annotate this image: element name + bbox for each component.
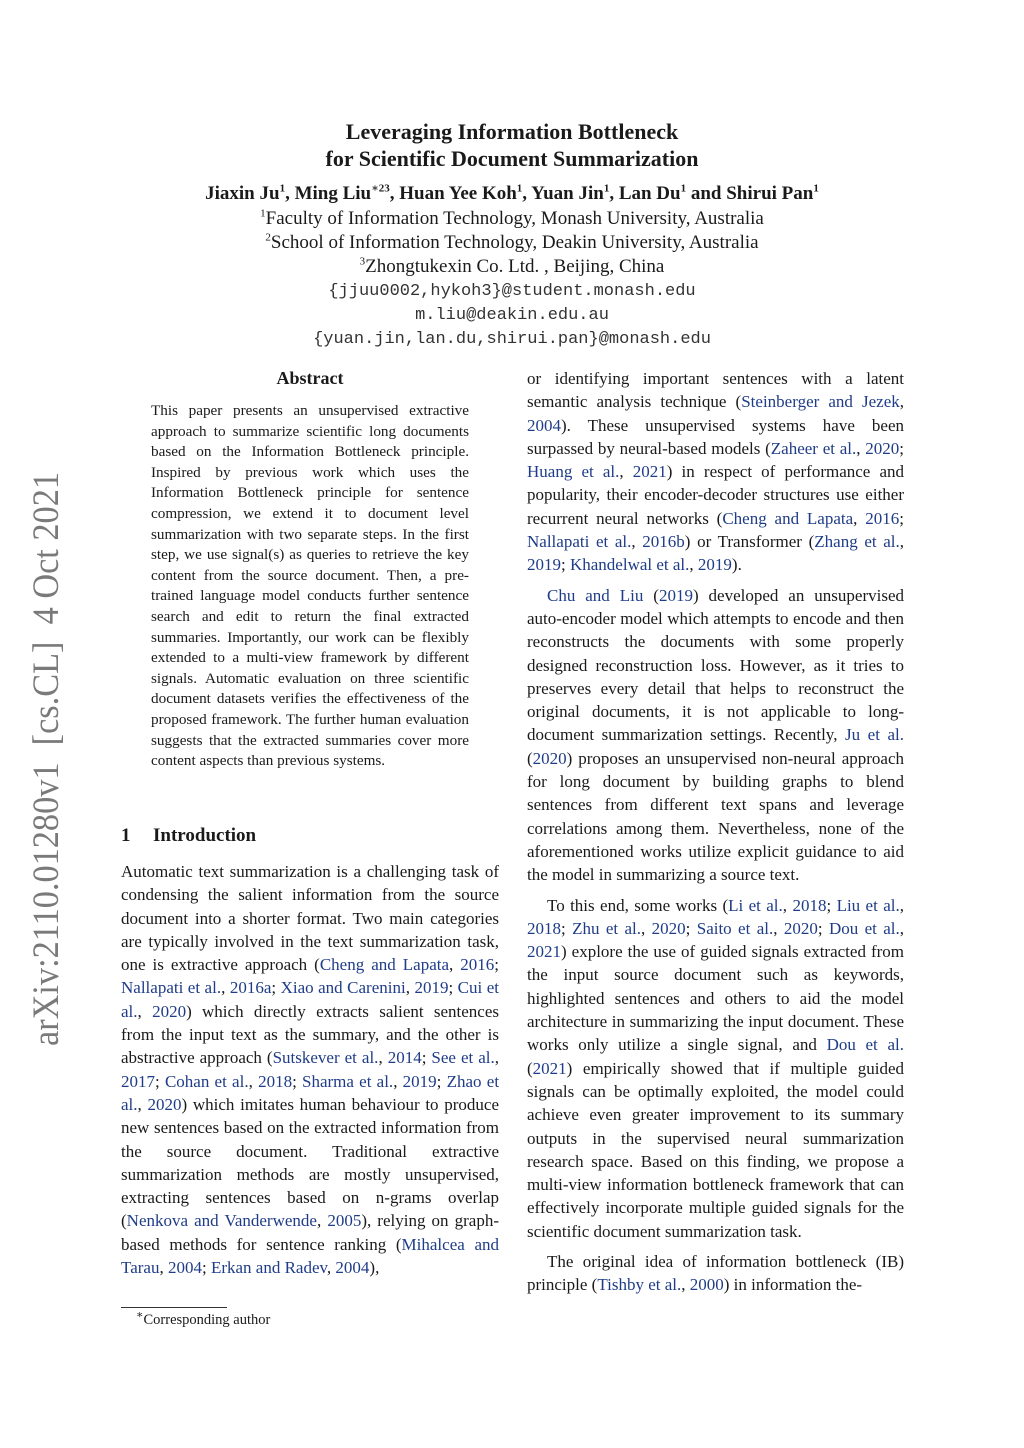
citation-link[interactable]: 2000 (689, 1275, 724, 1295)
body-text: ) or Transformer ( (684, 532, 815, 552)
body-text: ; (155, 1071, 165, 1091)
body-text: , (853, 508, 866, 528)
paragraph (527, 894, 904, 1243)
body-text: , (449, 955, 461, 975)
paragraph (527, 367, 904, 577)
body-text: , (631, 532, 643, 552)
body-text: , (405, 978, 415, 998)
body-text: , (899, 532, 905, 552)
author-sup: 1 (603, 182, 610, 195)
citation-link[interactable]: 2004 (335, 1258, 370, 1278)
body-text: , (782, 895, 793, 915)
citation-link[interactable]: Dou et al. (828, 918, 900, 938)
body-text: ) in respect of performance and popularity, their encoder-decoder structures use either recurrent neural networks ( (527, 462, 905, 528)
body-text: , (221, 978, 230, 998)
body-text: , (159, 1258, 168, 1278)
body-text: ; (899, 438, 905, 458)
body-text: ; (436, 1071, 447, 1091)
body-text: ; (561, 918, 573, 938)
author-sup: 1 (279, 182, 286, 195)
citation-link[interactable]: Liu et al. (836, 895, 900, 915)
body-text: ) explore the use of guided signals extracted from the input source document such as keywords, highlighted sentences and others to aid the model architecture in summarizing the input document. These works only utilize a single signal, and (527, 942, 904, 1055)
author-name: Huan Yee Koh (399, 183, 517, 204)
citation-link[interactable]: Sutskever et al. (272, 1048, 379, 1068)
affiliation-text: Faculty of Information Technology, Monash University, Australia (265, 208, 764, 229)
author-name: Yuan Jin (531, 183, 604, 204)
citation-link[interactable]: Zhang et al. (814, 532, 900, 552)
paragraph (527, 584, 904, 887)
body-text: To this end, some works ( (547, 895, 729, 915)
citation-link[interactable]: 2016 (460, 955, 495, 975)
citation-link[interactable]: 2020 (532, 748, 567, 768)
citation-link[interactable]: See et al. (431, 1048, 495, 1068)
body-text: , (326, 1258, 336, 1278)
affiliation-1 (0, 207, 1024, 231)
citation-link[interactable]: 2005 (327, 1211, 362, 1231)
citation-link[interactable]: Zhu et al. (572, 918, 642, 938)
body-text: ; (292, 1071, 303, 1091)
author-name: Shirui Pan (726, 183, 814, 204)
citation-link[interactable]: 2018 (527, 918, 561, 938)
paragraph (121, 860, 499, 1279)
citation-link[interactable]: Erkan and Radev (210, 1258, 327, 1278)
section-heading (121, 825, 256, 847)
body-text: ; (201, 1258, 211, 1278)
author-name: Ming Liu (294, 183, 372, 204)
citation-link[interactable]: 2021 (527, 942, 561, 962)
author-name: Jiaxin Ju (205, 183, 280, 204)
arxiv-identifier (14, 470, 74, 1050)
citation-link[interactable]: Ju et al. (845, 725, 904, 745)
affiliation-text: School of Information Technology, Deakin University, Australia (270, 232, 759, 253)
citation-link[interactable]: 2019 (658, 585, 693, 605)
email-line-3: {yuan.jin,lan.du,shirui.pan}@monash.edu (313, 330, 711, 349)
body-text: The original idea of information bottleneck (IB) principle ( (527, 1251, 904, 1295)
paragraph (527, 1250, 904, 1297)
section-number: 1 (121, 825, 131, 846)
citation-link[interactable]: 2019 (527, 555, 561, 575)
body-text: , (494, 1048, 500, 1068)
abstract-body: This paper presents an unsupervised extractive approach to summarize scientific long documents based on the Information Bottleneck principle. Inspired by previous work which uses the Information Bottleneck principle for sentence compression, we extend it to document level summarization with two separate steps. In the first step, we use signal(s) as queries to retrieve the key content from the source document. Then, a pre-trained language model conducts further sentence search and edit to return the final extracted summaries. Importantly, our work can be flexibly extended to a multi-view framework by different signals. Automatic evaluation on three scientific document datasets verifies the effectiveness of the proposed framework. The further human evaluation suggests that the extracted summaries cover more content aspects than previous systems. (151, 402, 469, 770)
citation-link[interactable]: 2021 (632, 462, 667, 482)
affiliation-text: Zhongtukexin Co. Ltd. , Beijing, China (365, 256, 665, 277)
body-text: ) empirically showed that if multiple guided signals can be optimally exploited, the model could achieve even greater improvement to its summary outputs in the supervised neural summarization research space. Based on this finding, we propose a multi-view information bottleneck framework that can effectively incorporate multiple guided signals for the scientific document summarization task. (527, 1058, 904, 1241)
citation-link[interactable]: Zhao et al. (121, 1071, 500, 1114)
body-text: ). These unsupervised systems have been surpassed by neural-based models ( (527, 415, 904, 458)
author-sup: 1 (516, 182, 523, 195)
body-text: , (899, 918, 904, 938)
body-text: Automatic text summarization is a challenging task of condensing the salient information from the source document into a shorter format. Two main categories are typically involved in the text summarization task, one is extractive approach ( (121, 862, 499, 975)
body-text: ; (448, 978, 458, 998)
body-text: , (773, 918, 784, 938)
citation-link[interactable]: Dou et al. (826, 1035, 904, 1055)
citation-link[interactable]: Xiao and Carenini (280, 978, 406, 998)
body-text: ( (643, 585, 659, 605)
citation-link[interactable]: Nallapati et al. (121, 978, 222, 998)
footnote-text: Corresponding author (143, 1312, 271, 1328)
citation-link[interactable]: 2019 (697, 555, 732, 575)
citation-link[interactable]: 2020 (865, 438, 900, 458)
title-line-2: for Scientific Document Summarization (325, 146, 699, 171)
footnote-rule (121, 1307, 227, 1308)
citation-link[interactable]: Saito et al. (696, 918, 774, 938)
right-column (527, 367, 904, 1297)
citation-link[interactable]: 2018 (792, 895, 827, 915)
citation-link[interactable]: 2016 (865, 508, 900, 528)
body-text: ( (527, 748, 533, 768)
email-line-2: m.liu@deakin.edu.au (415, 306, 609, 325)
body-text: ), relying on graph-based methods for sentence ranking ( (121, 1211, 500, 1254)
citation-link[interactable]: 2017 (121, 1071, 155, 1091)
citation-link[interactable]: Steinberger and Jezek (741, 392, 900, 412)
citation-link[interactable]: 2019 (402, 1071, 437, 1091)
citation-link[interactable]: Khandelwal et al. (569, 555, 690, 575)
citation-link[interactable]: 2020 (147, 1094, 182, 1114)
body-text: , (619, 462, 633, 482)
body-text: ; (817, 918, 829, 938)
title-line-1: Leveraging Information Bottleneck (345, 119, 679, 144)
citation-link[interactable]: 2021 (532, 1058, 567, 1078)
author-sup: 1 (680, 182, 687, 195)
citation-link[interactable]: 2004 (167, 1258, 202, 1278)
arxiv-id-text: arXiv:2110.01280v1 [cs.CL] 4 Oct 2021 (26, 470, 67, 1046)
body-text: ; (826, 895, 837, 915)
citation-link[interactable]: 2019 (414, 978, 449, 998)
affiliation-2 (0, 231, 1024, 255)
body-text: ; (421, 1048, 432, 1068)
citation-link[interactable]: Cheng and Lapata (722, 508, 854, 528)
citation-link[interactable]: Cohan et al. (164, 1071, 249, 1091)
citation-link[interactable]: Nallapati et al. (527, 532, 632, 552)
body-text: ; (899, 508, 904, 528)
body-text: ; (271, 978, 281, 998)
body-text: or identifying important sentences with a latent semantic analysis technique ( (527, 369, 904, 412)
affiliation-3 (0, 255, 1024, 279)
body-text: ; (494, 955, 499, 975)
body-text: , (316, 1211, 328, 1231)
citation-link[interactable]: 2014 (387, 1048, 422, 1068)
body-text: , (899, 392, 904, 412)
body-text: , (137, 1094, 148, 1114)
citation-link[interactable]: Li et al. (728, 895, 783, 915)
body-text: , (248, 1071, 259, 1091)
citation-link[interactable]: Nenkova and Vanderwende (126, 1211, 317, 1231)
body-text: , (378, 1048, 388, 1068)
body-text: ) which imitates human behaviour to produce new sentences based on the extracted information from the source document. Traditional extractive summarization methods are mostly unsupervised, extracting sentences based on n-grams overlap ( (121, 1094, 500, 1231)
body-text: ) which directly extracts salient sentences from the input text as the summary, and the other is abstractive approach ( (121, 1001, 500, 1068)
abstract-heading: Abstract (276, 368, 344, 388)
body-text: , (689, 555, 698, 575)
citation-link[interactable]: 2020 (651, 918, 686, 938)
body-text: , (681, 1275, 690, 1295)
email-line-1: {jjuu0002,hykoh3}@student.monash.edu (328, 282, 696, 301)
citation-link[interactable]: Sharma et al. (302, 1071, 394, 1091)
affiliation-sup: 3 (359, 255, 366, 268)
body-text: ), (369, 1258, 380, 1278)
author-name: Lan Du (618, 183, 681, 204)
left-column (121, 860, 499, 1279)
body-text: , (899, 895, 904, 915)
citation-link[interactable]: Cheng and Lapata (319, 955, 450, 975)
citation-link[interactable]: 2016a (229, 978, 272, 998)
body-text: ; (561, 555, 570, 575)
citation-link[interactable]: 2004 (527, 415, 561, 435)
paper-title (0, 118, 1024, 172)
body-text: ; (685, 918, 697, 938)
body-text: ) developed an unsupervised auto-encoder model which attempts to encode and then reconstructs the documents with some properly designed reconstruction loss. However, as it tries to preserves every detail that helps to reconstruct the original documents, it is not applicable to long-document summarization settings. Recently, (527, 585, 904, 745)
citation-link[interactable]: Chu and Liu (547, 585, 644, 605)
citation-link[interactable]: Tishby et al. (597, 1275, 682, 1295)
body-text: , (393, 1071, 403, 1091)
citation-link[interactable]: 2016b (642, 532, 685, 552)
body-text: ) proposes an unsupervised non-neural approach for long document by building graphs to blend sentences from different text spans and leverage correlations among them. Nevertheless, none of the aforementioned works utilize explicit guidance to aid the model in summarizing a source text. (527, 748, 904, 885)
body-text: , (641, 918, 652, 938)
body-text: ). (731, 555, 742, 575)
body-text: , (856, 438, 866, 458)
footnote-marker: ∗ (136, 1309, 144, 1322)
body-text: ) in information the- (723, 1275, 863, 1295)
author-sup: ∗23 (371, 182, 390, 195)
body-text: ( (527, 1058, 533, 1078)
section-title: Introduction (153, 825, 257, 846)
author-list: Jiaxin Ju$^1$, Ming Liu$^{∗23}$, Huan Yee Koh$^1$, Yuan Jin$^1$, Lan Du$^1$ and Shirui Pan$^1$ (205, 182, 819, 204)
citation-link[interactable]: Mihalcea and Tarau (121, 1234, 499, 1278)
citation-link[interactable]: Zaheer et al. (770, 438, 857, 458)
body-text: , (137, 1001, 153, 1021)
affiliation-sup: 1 (260, 207, 266, 220)
footnote (136, 1309, 271, 1329)
citation-link[interactable]: Huang et al. (527, 462, 620, 482)
citation-link[interactable]: 2020 (783, 918, 818, 938)
citation-link[interactable]: 2020 (152, 1001, 187, 1021)
citation-link[interactable]: Cui et al. (121, 978, 499, 1021)
affiliation-sup: 2 (265, 231, 271, 244)
citation-link[interactable]: 2018 (258, 1071, 293, 1091)
author-sup: 1 (813, 182, 819, 195)
